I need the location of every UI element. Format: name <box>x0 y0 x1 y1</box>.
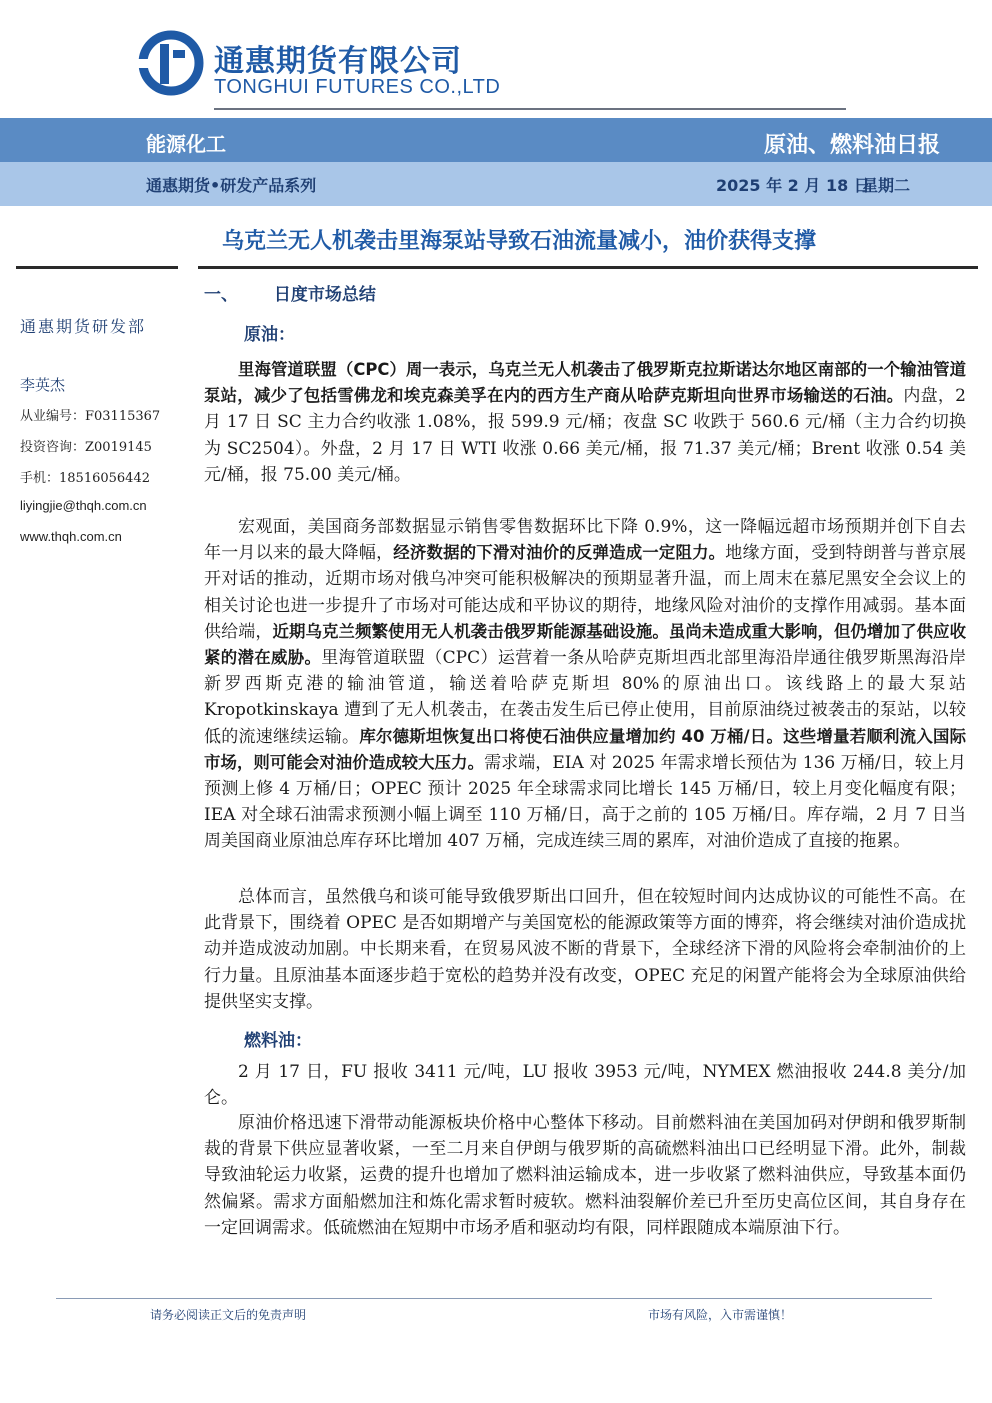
crude-paragraph-3: 总体而言，虽然俄乌和谈可能导致俄罗斯出口回升，但在较短时间内达成协议的可能性不高。在此背景下，围绕着 OPEC 是否如期增产与美国宽松的能源政策等方面的博弈，将会继续对油价造成扰动并造成波动加剧。中长期来看，在贸易风波不断的背景下，全球经济下滑的风险将会牵制油价的上行力量。且原油基本面逐步趋于宽松的趋势并没有改变，OPEC 充足的闲置产能将会为全球原油供给提供坚实支撑。 <box>204 887 966 1012</box>
analyst-email[interactable]: liyingjie@thqh.com.cn <box>20 498 147 513</box>
fuel-paragraph-1: 2 月 17 日，FU 报收 3411 元/吨，LU 报收 3953 元/吨，NYMEX 燃油报收 244.8 美分/加仑。 <box>204 1062 966 1109</box>
company-name-en: TONGHUI FUTURES CO.,LTD <box>214 76 501 98</box>
fuel-subtitle: 燃料油： <box>244 1031 312 1051</box>
section-number: 一、 <box>204 285 238 305</box>
crude-p2-demand: 需求端，EIA 对 2025 年需求增长预估为 136 万桶/日，较上月预测上修 4 万桶/日；OPEC 预计 2025 年全球需求同比增长 145 万桶/日，较上月变化幅度有限；IEA 对全球石油需求预测小幅上调至 110 万桶/日，高于之前的 105 万桶/日。库存端，2 月 7 日当周美国商业原油总库存环比增加 407 万桶，完成连续三周的累库，对油价造成了直接的拖累。 <box>204 752 967 852</box>
research-dept: 通惠期货研发部 <box>20 317 147 336</box>
logo-divider <box>214 108 846 110</box>
section-heading <box>204 280 376 305</box>
disclaimer-note: 请务必阅读正文后的免责声明 <box>150 1308 307 1322</box>
analyst-phone: 手机：18516056442 <box>20 471 150 486</box>
crude-p1-highlight: 里海管道联盟（CPC）周一表示，乌克兰无人机袭击了俄罗斯克拉斯诺达尔地区南部的一个输油管道泵站，减少了包括雪佛龙和埃克森美孚在内的西方生产商从哈萨克斯坦向世界市场输送的石油。 <box>204 360 966 406</box>
crude-paragraph-2 <box>204 514 966 855</box>
crude-p2-macro: 宏观面，美国商务部数据显示销售零售数据环比下降 0.9%，这一降幅远超市场预期并创下自去年一月以来的最大降幅， <box>204 517 966 564</box>
crude-p2-highlight-ukraine: 近期乌克兰频繁使用无人机袭击俄罗斯能源基础设施。虽尚未造成重大影响，但仍增加了供应收紧的潜在威胁。 <box>204 621 967 668</box>
sector-label: 能源化工 <box>146 132 226 156</box>
sidebar-rule <box>16 266 178 269</box>
company-logo <box>138 30 501 100</box>
analyst-name: 李英杰 <box>20 376 66 394</box>
report-type-label: 原油、燃料油日报 <box>763 133 940 158</box>
report-date: 2025 年 2 月 18 日 <box>716 176 870 195</box>
crude-p2-cpc: 里海管道联盟（CPC）运营着一条从哈萨克斯坦西北部里海沿岸通往俄罗斯黑海沿岸新罗西斯克港的输油管道，输送着哈萨克斯坦 80%的原油出口。该线路上的最大泵站 Kropotkinskaya 遭到了无人机袭击，在袭击发生后已停止使用，目前原油绕过被袭击的泵站，以较低的流速继续运输。 <box>204 648 966 747</box>
company-website[interactable]: www.thqh.com.cn <box>20 529 122 544</box>
analyst-advisory: 投资咨询：Z0019145 <box>20 440 152 455</box>
fuel-paragraph-2: 原油价格迅速下滑带动能源板块价格中心整体下移动。目前燃料油在美国加码对伊朗和俄罗斯制裁的背景下供应显著收紧，一至二月来自伊朗与俄罗斯的高硫燃料油出口已经明显下滑。此外，制裁导致油轮运力收紧，运费的提升也增加了燃料油运输成本，进一步收紧了燃料油供应，导致基本面仍然偏紧。需求方面船燃加注和炼化需求暂时疲软。燃料油裂解价差已升至历史高位区间，其自身存在一定回调需求。低硫燃油在短期中市场矛盾和驱动均有限，同样跟随成本端原油下行。 <box>204 1113 966 1238</box>
risk-warning: 市场有风险，入市需谨慎！ <box>648 1308 793 1322</box>
report-headline: 乌克兰无人机袭击里海泵站导致石油流量减小，油价获得支撑 <box>222 229 817 254</box>
crude-p1-body: 内盘，2 月 17 日 SC 主力合约收涨 1.08%，报 599.9 元/桶；夜盘 SC 收跌于 560.6 元/桶（主力合约切换为 SC2504）。外盘，2 月 17 日 WTI 收涨 0.66 美元/桶，报 71.37 美元/桶；Brent 收涨 0.54 美元/桶，报 75.00 美元/桶。 <box>204 386 966 485</box>
content-rule <box>198 266 978 269</box>
crude-paragraph-1 <box>204 357 966 488</box>
section-title: 日度市场总结 <box>273 285 376 305</box>
crude-p2-highlight-kurdistan: 库尔德斯坦恢复出口将使石油供应量增加约 40 万桶/日。这些增量若顺利流入国际市场，则可能会对油价造成较大压力。 <box>204 726 966 772</box>
crude-subtitle: 原油： <box>244 325 295 345</box>
series-label: 通惠期货•研发产品系列 <box>146 176 317 195</box>
report-weekday: 星期二 <box>862 176 911 195</box>
footer-divider <box>56 1298 932 1299</box>
tonghui-logo-icon <box>138 30 204 96</box>
crude-p2-geo: 地缘方面，受到特朗普与普京展开对话的推动，近期市场对俄乌冲突可能积极解决的预期显著升温，而上周末在慕尼黑安全会议上的相关讨论也进一步提升了市场对可能达成和平协议的期待，地缘风险对油价的支撑作用减弱。基本面供给端， <box>204 543 967 642</box>
company-name-cn: 通惠期货有限公司 <box>214 44 462 79</box>
analyst-license: 从业编号：F03115367 <box>20 409 161 424</box>
crude-p2-highlight-macro: 经济数据的下滑对油价的反弹造成一定阻力。 <box>393 543 726 563</box>
